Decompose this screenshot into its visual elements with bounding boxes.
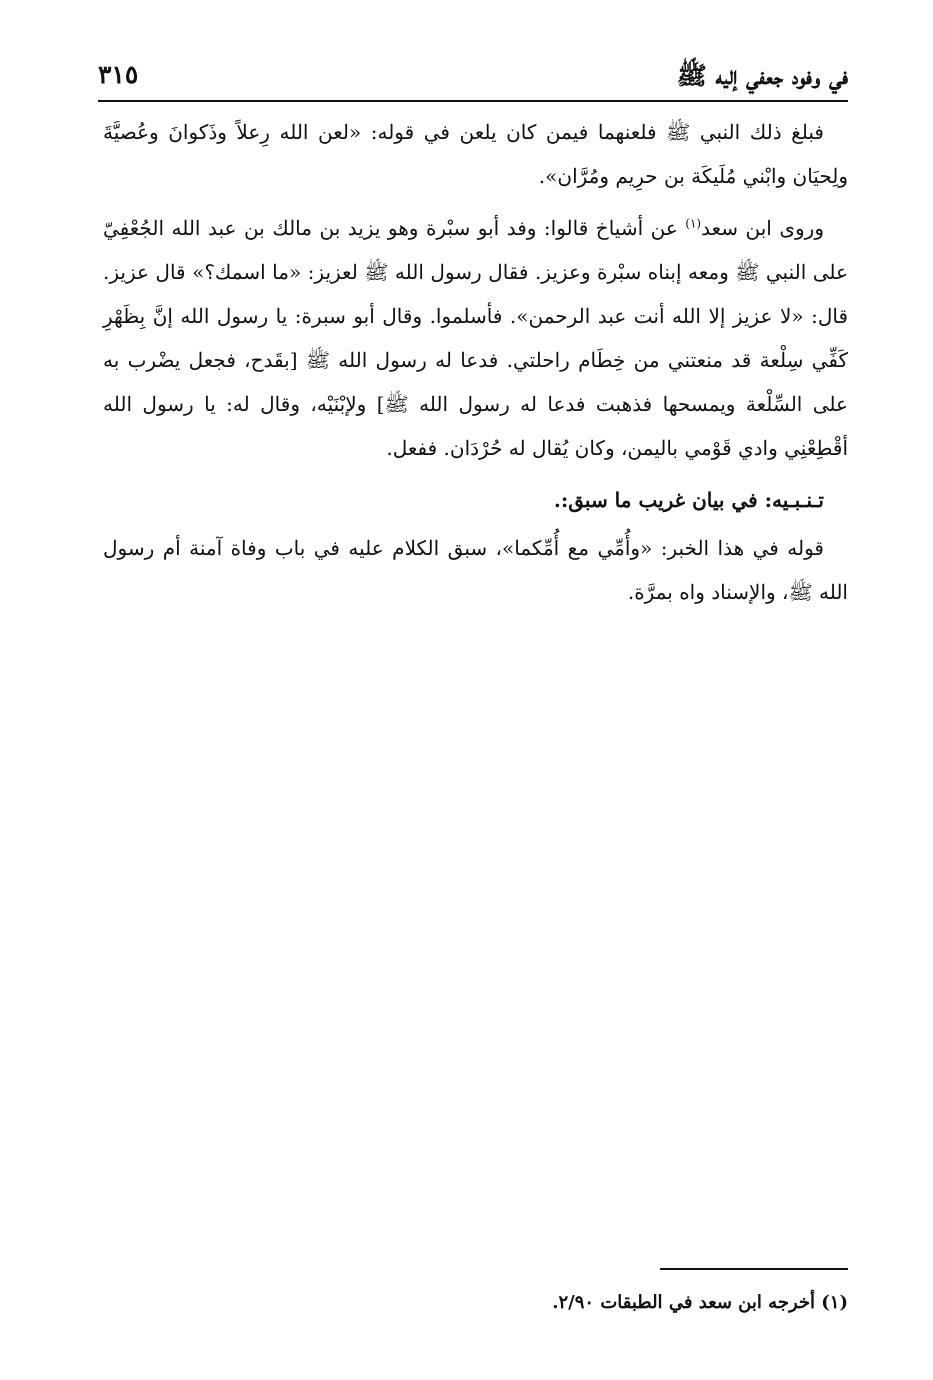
paragraph-2 [103,206,848,470]
page-number: ٣١٥ [98,60,139,89]
main-text [103,110,848,622]
paragraph-2-rest: عن أشياخ قالوا: وفد أبو سبْرة وهو يزيد بن مالك بن عبد الله الجُعْفِيّ على النبي ﷺ ومعه إبناه سبْرة وعزيز. فقال رسول الله ﷺ لعزيز: «ما اسمك؟» قال عزيز. قال: «لا عزيز إلا الله أنت عبد الرحمن». فأسلموا. وقال أبو سبرة: يا رسول الله إنَّ بِظَهْرِ كَفِّي سِلْعة قد منعتني من خِطَام راحلتي. فدعا له رسول الله ﷺ [بقَدح، فجعل يضْرب به على السِّلْعة ويمسحها فذهبت فدعا له رسول الله ﷺ] ولإبْنَيْه، وقال له: يا رسول الله أقْطِعْنِي وادي قَوْمي باليمن، وكان يُقال له حُرْدَان. ففعل. [103,216,848,460]
chapter-title: في وفود جعفي إليه ﷺ [676,61,848,90]
paragraph-3: قوله في هذا الخبر: «وأُمِّي مع أُمِّكما»، سبق الكلام عليه في باب وفاة آمنة أم رسول الله ﷺ، والإسناد واه بمرَّة. [103,536,848,604]
footnote-1: (١) أخرجه ابن سعد في الطبقات ٢/٩٠. [552,1292,848,1313]
footnote-reference: (١) [685,216,702,231]
running-header [98,58,848,98]
paragraph-2-start: وروى ابن سعد [701,216,824,240]
paragraph-1: فبلغ ذلك النبي ﷺ فلعنهما فيمن كان يلعن في قوله: «لعن الله رِعلاً وذَكوانَ وعُصيَّةَ ولِحيَان وابْني مُلَيكَة بن حرِيم ومُرَّان». [103,120,848,188]
header-rule [98,100,848,102]
note-heading: تـنـبـيه: في بيان غريب ما سبق:. [553,488,824,512]
footnote-rule [660,1268,848,1270]
